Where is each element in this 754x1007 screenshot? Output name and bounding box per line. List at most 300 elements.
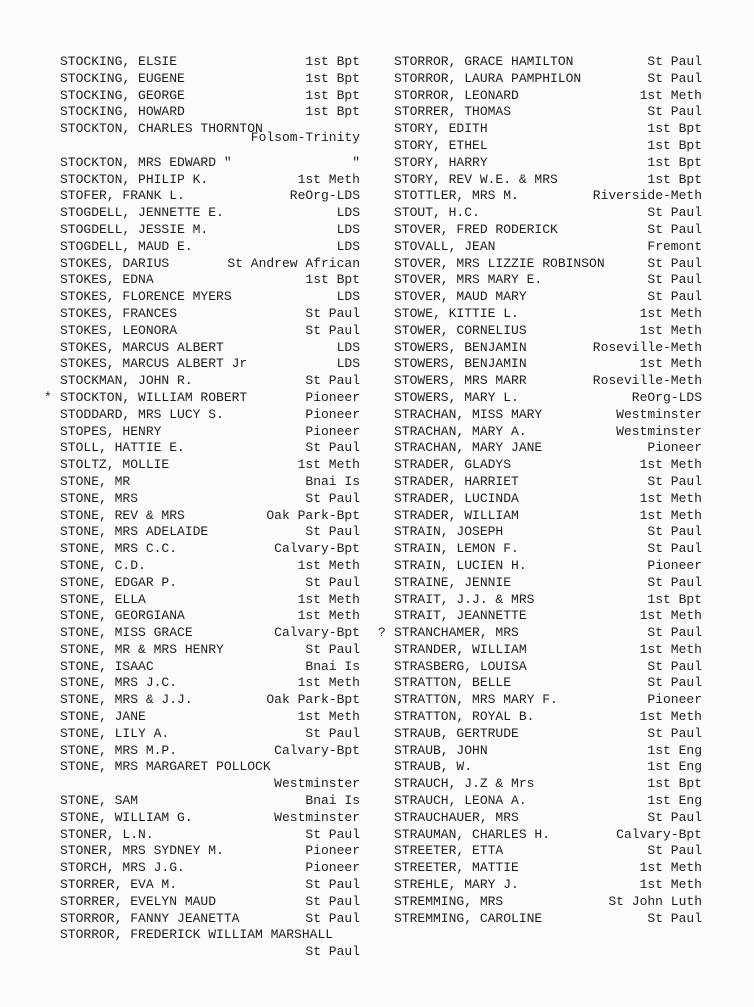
entry-name: STOWERS, MRS MARR [394, 373, 527, 389]
entry-name: STOWER, CORNELIUS [394, 322, 527, 338]
directory-entry [60, 491, 360, 508]
entry-name: STRADER, WILLIAM [394, 507, 519, 523]
entry-church: 1st Bpt [647, 137, 702, 153]
entry-church: LDS [336, 221, 360, 237]
directory-entry [394, 407, 702, 424]
directory-entry [60, 592, 360, 609]
entry-church: St Paul [647, 574, 702, 590]
entry-church: Oak Park-Bpt [266, 692, 360, 708]
entry-church: 1st Meth [639, 709, 702, 725]
entry-name: STOKES, LEONORA [60, 322, 178, 338]
directory-entry [60, 239, 360, 256]
directory-entry [394, 172, 702, 189]
directory-entry [60, 121, 360, 155]
entry-church: 1st Bpt [647, 154, 702, 170]
entry-church: St Paul [647, 725, 702, 741]
entry-name: STOWERS, MARY L. [394, 389, 519, 405]
entry-church: Pioneer [647, 440, 702, 456]
directory-entry [394, 440, 702, 457]
entry-name: STORY, HARRY [394, 154, 488, 170]
entry-church: Calvary-Bpt [616, 826, 702, 842]
entry-name: STONE, MRS [60, 490, 139, 506]
entry-church: St Paul [305, 944, 360, 960]
directory-entry [60, 474, 360, 491]
entry-church: 1st Meth [297, 591, 360, 607]
entry-church: 1st Bpt [305, 272, 360, 288]
entry-name: STORROR, FANNY JEANETTA [60, 910, 240, 926]
entry-name: STOVER, MRS LIZZIE ROBINSON [394, 255, 605, 271]
entry-name: STODDARD, MRS LUCY S. [60, 406, 224, 422]
entry-name: STRANCHAMER, MRS [394, 625, 519, 641]
entry-name: STRAUCH, LEONA A. [394, 793, 527, 809]
directory-entry [394, 860, 702, 877]
entry-name: STRACHAN, MISS MARY [394, 406, 543, 422]
directory-entry [60, 575, 360, 592]
entry-church: 1st Meth [639, 860, 702, 876]
directory-entry [60, 642, 360, 659]
entry-name: STOCKING, ELSIE [60, 54, 178, 69]
directory-entry [60, 457, 360, 474]
entry-church: 1st Meth [297, 457, 360, 473]
entry-name: STOCKMAN, JOHN R. [60, 373, 193, 389]
entry-name: STONER, MRS SYDNEY M. [60, 843, 224, 859]
directory-entry [60, 558, 360, 575]
directory-entry [60, 793, 360, 810]
directory-entry [394, 323, 702, 340]
directory-entry [60, 709, 360, 726]
directory-entry [60, 927, 360, 961]
directory-entry [394, 289, 702, 306]
entry-name: STORY, EDITH [394, 121, 488, 137]
directory-entry [394, 306, 702, 323]
directory-entry [60, 71, 360, 88]
directory-entry [60, 88, 360, 105]
directory-entry [394, 222, 702, 239]
entry-name: STORCH, MRS J.G. [60, 860, 185, 876]
directory-entry [394, 810, 702, 827]
entry-church: 1st Bpt [647, 776, 702, 792]
entry-church: St Paul [647, 524, 702, 540]
directory-entry [394, 726, 702, 743]
entry-church: ReOrg-LDS [631, 389, 702, 405]
entry-church: 1st Meth [297, 709, 360, 725]
entry-church: St Paul [305, 322, 360, 338]
directory-entry [394, 608, 702, 625]
entry-name: STOVER, FRED RODERICK [394, 221, 558, 237]
entry-church: Pioneer [305, 423, 360, 439]
entry-church: 1st Bpt [305, 104, 360, 120]
directory-entry [60, 256, 360, 273]
entry-name: STREMMING, CAROLINE [394, 910, 543, 926]
entry-name: STONE, MRS J.C. [60, 675, 178, 691]
entry-name: STRAUB, GERTRUDE [394, 725, 519, 741]
entry-church: Pioneer [647, 692, 702, 708]
entry-name: STOCKTON, PHILIP K. [60, 171, 209, 187]
directory-entry [394, 675, 702, 692]
entry-name: STORRER, EVA M. [60, 877, 178, 893]
entry-church: LDS [336, 238, 360, 254]
entry-church: St Paul [647, 205, 702, 221]
directory-entry [394, 474, 702, 491]
entry-church: St Paul [305, 490, 360, 506]
entry-name: STOKES, MARCUS ALBERT Jr [60, 356, 248, 372]
directory-entry [394, 138, 702, 155]
entry-name: STOGDELL, JENNETTE E. [60, 205, 224, 221]
directory-entry [394, 877, 702, 894]
entry-name: STORY, ETHEL [394, 137, 488, 153]
entry-church: 1st Meth [639, 641, 702, 657]
entry-church: Fremont [647, 238, 702, 254]
entry-church: St Paul [647, 272, 702, 288]
entry-church: Westminster [616, 423, 702, 439]
entry-name: STONE, MRS MARGARET POLLOCK [60, 759, 271, 775]
entry-church: St Paul [647, 843, 702, 859]
directory-entry [394, 709, 702, 726]
entry-name: STONE, GEORGIANA [60, 608, 185, 624]
entry-name: STONE, REV & MRS [60, 507, 185, 523]
directory-entry [60, 508, 360, 525]
entry-church: ReOrg-LDS [289, 188, 360, 204]
entry-church: Bnai Is [305, 793, 360, 809]
directory-entry [394, 776, 702, 793]
entry-name: STREETER, MATTIE [394, 860, 519, 876]
directory-entry [394, 894, 702, 911]
entry-name: STOLTZ, MOLLIE [60, 457, 170, 473]
directory-entry [394, 356, 702, 373]
directory-entry [60, 222, 360, 239]
entry-church: 1st Eng [647, 759, 702, 775]
directory-entry [394, 642, 702, 659]
directory-entry [60, 54, 360, 71]
entry-church: St Paul [647, 70, 702, 86]
entry-church: Roseville-Meth [592, 339, 702, 355]
entry-name: STRAINE, JENNIE [394, 574, 512, 590]
directory-entry [60, 205, 360, 222]
entry-church: St Paul [305, 725, 360, 741]
entry-name: STRAIN, LEMON F. [394, 541, 519, 557]
entry-name: STORROR, LEONARD [394, 87, 519, 103]
entry-name: STOCKING, HOWARD [60, 104, 185, 120]
directory-entry [394, 340, 702, 357]
entry-name: STRATTON, ROYAL B. [394, 709, 535, 725]
entry-name: STONE, C.D. [60, 557, 146, 573]
entry-church: Pioneer [305, 843, 360, 859]
entry-name: STRADER, LUCINDA [394, 490, 519, 506]
entry-church: 1st Meth [297, 557, 360, 573]
directory-entry [394, 188, 702, 205]
entry-church: St Paul [647, 54, 702, 69]
directory-entry [60, 894, 360, 911]
directory-entry [394, 843, 702, 860]
directory-entry [394, 121, 702, 138]
entry-name: STONE, JANE [60, 709, 146, 725]
entry-name: STORY, REV W.E. & MRS [394, 171, 558, 187]
entry-church: St Paul [305, 893, 360, 909]
entry-name: STONE, EDGAR P. [60, 574, 178, 590]
entry-name: STORROR, FREDERICK WILLIAM MARSHALL [60, 927, 334, 943]
entry-church: Pioneer [305, 389, 360, 405]
directory-entry [60, 625, 360, 642]
directory-entry [60, 860, 360, 877]
entry-church: 1st Eng [647, 742, 702, 758]
entry-name: STOCKTON, CHARLES THORNTON [60, 121, 263, 137]
directory-entry [394, 239, 702, 256]
entry-name: STOCKING, EUGENE [60, 70, 185, 86]
entry-church: 1st Bpt [305, 70, 360, 86]
entry-church: St Paul [305, 574, 360, 590]
directory-entry [60, 424, 360, 441]
entry-church: St Paul [647, 473, 702, 489]
directory-entry [60, 440, 360, 457]
entry-church: St Paul [647, 658, 702, 674]
entry-church: 1st Meth [639, 490, 702, 506]
entry-church: St Paul [647, 255, 702, 271]
entry-name: STOTTLER, MRS M. [394, 188, 519, 204]
directory-entry [60, 877, 360, 894]
entry-name: STOKES, FLORENCE MYERS [60, 289, 232, 305]
directory-entry [394, 743, 702, 760]
entry-church: LDS [336, 339, 360, 355]
entry-church: 1st Meth [639, 87, 702, 103]
directory-entry [394, 759, 702, 776]
entry-name: STONE, SAM [60, 793, 139, 809]
entry-church: St Paul [305, 305, 360, 321]
entry-name: STRAIT, J.J. & MRS [394, 591, 535, 607]
entry-name: STRATTON, MRS MARY F. [394, 692, 558, 708]
entry-church: St Paul [305, 641, 360, 657]
entry-name: STOVALL, JEAN [394, 238, 496, 254]
directory-entry [394, 575, 702, 592]
entry-name: STRACHAN, MARY JANE [394, 440, 543, 456]
entry-church: St Paul [305, 877, 360, 893]
entry-church: 1st Meth [297, 608, 360, 624]
entry-name: STOVER, MRS MARY E. [394, 272, 543, 288]
right-column [378, 54, 702, 927]
left-column [44, 54, 360, 961]
directory-entry [60, 373, 360, 390]
directory-entry [60, 692, 360, 709]
entry-name: STONE, MRS & J.J. [60, 692, 193, 708]
entry-church: St Paul [305, 826, 360, 842]
directory-entry [60, 272, 360, 289]
entry-church: St Paul [647, 541, 702, 557]
entry-church: LDS [336, 356, 360, 372]
entry-mark: ? [378, 625, 386, 641]
entry-church: St Paul [305, 373, 360, 389]
entry-name: STOKES, FRANCES [60, 305, 178, 321]
entry-name: STOGDELL, JESSIE M. [60, 221, 209, 237]
directory-entry [60, 726, 360, 743]
entry-name: STOWERS, BENJAMIN [394, 339, 527, 355]
entry-name: STOCKTON, MRS EDWARD " [60, 154, 232, 170]
entry-church: Roseville-Meth [592, 373, 702, 389]
entry-name: STRAUCH, J.Z & Mrs [394, 776, 535, 792]
directory-entry [394, 793, 702, 810]
entry-church: Westminster [616, 406, 702, 422]
entry-name: STRAUMAN, CHARLES H. [394, 826, 551, 842]
entry-name: STONE, ELLA [60, 591, 146, 607]
entry-name: STOKES, MARCUS ALBERT [60, 339, 224, 355]
entry-name: STRASBERG, LOUISA [394, 658, 527, 674]
entry-name: STREHLE, MARY J. [394, 877, 519, 893]
directory-entry [60, 843, 360, 860]
entry-church: Folsom-Trinity [250, 129, 360, 145]
directory-entry [394, 541, 702, 558]
entry-name: STOUT, H.C. [394, 205, 480, 221]
entry-church: 1st Meth [639, 507, 702, 523]
entry-church: St Paul [647, 221, 702, 237]
entry-name: STRADER, HARRIET [394, 473, 519, 489]
entry-church: Westminster [274, 809, 360, 825]
entry-church: St John Luth [608, 893, 702, 909]
entry-church: St Paul [647, 104, 702, 120]
entry-church: " [352, 154, 360, 170]
entry-church: St Paul [647, 625, 702, 641]
entry-church: 1st Eng [647, 793, 702, 809]
entry-church: St Paul [647, 675, 702, 691]
entry-church: 1st Bpt [647, 171, 702, 187]
directory-entry [60, 155, 360, 172]
directory-entry [394, 155, 702, 172]
entry-name: STORRER, EVELYN MAUD [60, 893, 217, 909]
entry-name: STOWE, KITTIE L. [394, 305, 519, 321]
entry-church: 1st Meth [297, 171, 360, 187]
directory-entry [394, 373, 702, 390]
entry-name: STONER, L.N. [60, 826, 154, 842]
directory-entry [394, 390, 702, 407]
entry-name: STRAUCHAUER, MRS [394, 809, 519, 825]
entry-church: 1st Meth [639, 608, 702, 624]
directory-entry [394, 54, 702, 71]
directory-entry [60, 675, 360, 692]
entry-name: STRAIT, JEANNETTE [394, 608, 527, 624]
entry-church: 1st Bpt [305, 54, 360, 69]
entry-church: Pioneer [647, 557, 702, 573]
directory-entry [394, 827, 702, 844]
entry-church: 1st Meth [639, 305, 702, 321]
entry-name: STONE, MRS ADELAIDE [60, 524, 209, 540]
entry-church: Calvary-Bpt [274, 541, 360, 557]
directory-entry [60, 743, 360, 760]
entry-name: STORRER, THOMAS [394, 104, 512, 120]
entry-church: 1st Meth [639, 322, 702, 338]
entry-church: Bnai Is [305, 658, 360, 674]
entry-church: Riverside-Meth [592, 188, 702, 204]
entry-name: STORROR, LAURA PAMPHILON [394, 70, 582, 86]
directory-entry [394, 104, 702, 121]
directory-entry [60, 407, 360, 424]
entry-church: LDS [336, 205, 360, 221]
entry-name: STONE, ISAAC [60, 658, 154, 674]
entry-name: STONE, WILLIAM G. [60, 809, 193, 825]
entry-church: Pioneer [305, 406, 360, 422]
directory-entry [60, 911, 360, 928]
entry-name: STOKES, DARIUS [60, 255, 170, 271]
entry-name: STOWERS, BENJAMIN [394, 356, 527, 372]
directory-entry [394, 692, 702, 709]
directory-entry [394, 524, 702, 541]
entry-name: STREMMING, MRS [394, 893, 504, 909]
entry-name: STOGDELL, MAUD E. [60, 238, 193, 254]
entry-name: STRAUB, W. [394, 759, 473, 775]
entry-name: STRANDER, WILLIAM [394, 641, 527, 657]
entry-church: Oak Park-Bpt [266, 507, 360, 523]
directory-entry [60, 810, 360, 827]
directory-entry [60, 827, 360, 844]
directory-entry [394, 592, 702, 609]
entry-church: St Paul [647, 289, 702, 305]
directory-entry [60, 541, 360, 558]
entry-church: St Paul [305, 910, 360, 926]
entry-name: STOCKING, GEORGE [60, 87, 185, 103]
entry-name: STONE, MRS M.P. [60, 742, 178, 758]
entry-name: STONE, MR & MRS HENRY [60, 641, 224, 657]
directory-entry [60, 323, 360, 340]
entry-church: 1st Bpt [305, 87, 360, 103]
directory-entry [60, 524, 360, 541]
directory-entry [394, 508, 702, 525]
entry-name: STRAIN, LUCIEN H. [394, 557, 527, 573]
entry-church: 1st Meth [639, 356, 702, 372]
directory-entry [60, 306, 360, 323]
entry-church: 1st Meth [639, 457, 702, 473]
entry-name: STREETER, ETTA [394, 843, 504, 859]
directory-entry [394, 205, 702, 222]
directory-entry [60, 356, 360, 373]
entry-church: Calvary-Bpt [274, 625, 360, 641]
entry-name: STRACHAN, MARY A. [394, 423, 527, 439]
directory-entry [394, 558, 702, 575]
entry-church: St Paul [647, 809, 702, 825]
entry-church: 1st Bpt [647, 121, 702, 137]
entry-church: St Andrew African [227, 255, 360, 271]
entry-church: St Paul [305, 524, 360, 540]
entry-name: STOCKTON, WILLIAM ROBERT [60, 389, 248, 405]
entry-church: Pioneer [305, 860, 360, 876]
directory-entry [394, 424, 702, 441]
directory-entry [60, 608, 360, 625]
entry-name: STOLL, HATTIE E. [60, 440, 185, 456]
entry-name: STOPES, HENRY [60, 423, 162, 439]
entry-mark: * [44, 389, 52, 405]
directory-entry [60, 759, 360, 793]
entry-name: STORROR, GRACE HAMILTON [394, 54, 574, 69]
entry-church: 1st Bpt [647, 591, 702, 607]
entry-name: STRADER, GLADYS [394, 457, 512, 473]
entry-church: LDS [336, 289, 360, 305]
entry-church: St Paul [647, 910, 702, 926]
directory-entry [378, 625, 702, 642]
entry-name: STONE, MR [60, 473, 131, 489]
entry-name: STRAUB, JOHN [394, 742, 488, 758]
directory-entry [60, 104, 360, 121]
entry-church: Westminster [274, 776, 360, 792]
entry-name: STRAIN, JOSEPH [394, 524, 504, 540]
entry-name: STOKES, EDNA [60, 272, 154, 288]
entry-church: Bnai Is [305, 473, 360, 489]
directory-entry [60, 659, 360, 676]
entry-church: 1st Meth [639, 877, 702, 893]
directory-entry [60, 188, 360, 205]
entry-name: STONE, LILY A. [60, 725, 170, 741]
entry-name: STONE, MRS C.C. [60, 541, 178, 557]
directory-entry [60, 172, 360, 189]
directory-entry [394, 911, 702, 928]
directory-entry [394, 256, 702, 273]
entry-name: STOFER, FRANK L. [60, 188, 185, 204]
directory-entry [44, 389, 360, 407]
directory-entry [394, 88, 702, 105]
